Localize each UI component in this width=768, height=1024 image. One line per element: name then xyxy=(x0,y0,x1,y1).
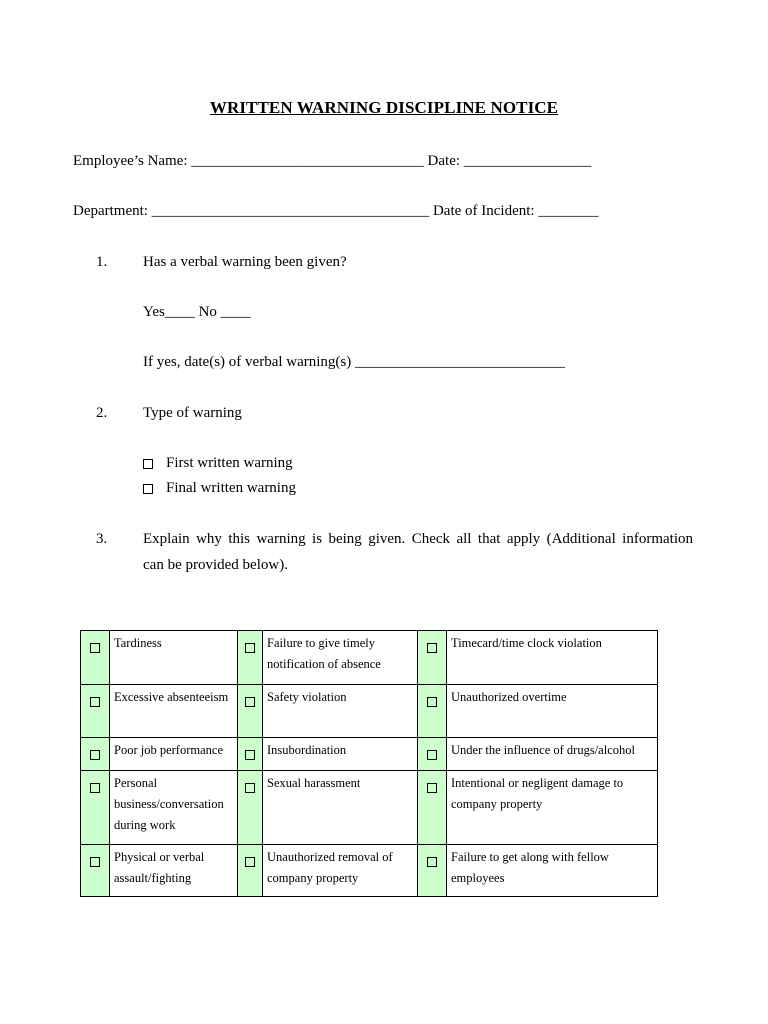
table-row xyxy=(81,845,658,897)
checkbox-icon[interactable] xyxy=(90,783,100,793)
q2-question: Type of warning xyxy=(143,405,242,421)
checkbox-cell[interactable] xyxy=(418,685,447,738)
checkbox-cell[interactable] xyxy=(81,685,110,738)
verbal-warning-yes-no[interactable]: Yes____ No ____ xyxy=(143,304,251,320)
reason-unauthorized-removal: Unauthorized removal of company property xyxy=(263,845,418,897)
reason-assault-fighting: Physical or verbal assault/fighting xyxy=(110,845,238,897)
checkbox-icon[interactable] xyxy=(245,750,255,760)
checkbox-icon[interactable] xyxy=(427,783,437,793)
employee-name-date-line[interactable]: Employee’s Name: _______________________________ Date: _________________ xyxy=(73,153,592,169)
reason-personal-business: Personal business/conversation during work xyxy=(110,771,238,845)
checkbox-icon[interactable] xyxy=(143,459,153,469)
q3-question-line2: can be provided below). xyxy=(143,557,288,573)
checkbox-icon[interactable] xyxy=(143,484,153,494)
q1-question: Has a verbal warning been given? xyxy=(143,254,347,270)
checkbox-icon[interactable] xyxy=(245,643,255,653)
checkbox-cell[interactable] xyxy=(238,845,263,897)
checkbox-icon[interactable] xyxy=(245,697,255,707)
reason-conflict-with-employees: Failure to get along with fellow employees xyxy=(447,845,658,897)
checkbox-cell[interactable] xyxy=(418,631,447,685)
table-row xyxy=(81,738,658,771)
reason-poor-performance: Poor job performance xyxy=(110,738,238,771)
reason-failure-to-notify-absence: Failure to give timely notification of absence xyxy=(263,631,418,685)
reason-under-influence: Under the influence of drugs/alcohol xyxy=(447,738,658,771)
reason-property-damage: Intentional or negligent damage to company property xyxy=(447,771,658,845)
reason-safety-violation: Safety violation xyxy=(263,685,418,738)
checkbox-icon[interactable] xyxy=(427,643,437,653)
checkbox-cell[interactable] xyxy=(238,771,263,845)
q1-number: 1. xyxy=(96,254,108,270)
checkbox-cell[interactable] xyxy=(81,631,110,685)
checkbox-icon[interactable] xyxy=(245,857,255,867)
option-label: Final written warning xyxy=(166,480,296,496)
reason-excessive-absenteeism: Excessive absenteeism xyxy=(110,685,238,738)
checkbox-cell[interactable] xyxy=(418,738,447,771)
checkbox-cell[interactable] xyxy=(81,845,110,897)
q3-question-line1: Explain why this warning is being given. Check all that apply (Additional information xyxy=(143,531,693,547)
reason-unauthorized-overtime: Unauthorized overtime xyxy=(447,685,658,738)
checkbox-icon[interactable] xyxy=(427,857,437,867)
checkbox-icon[interactable] xyxy=(90,750,100,760)
checkbox-cell[interactable] xyxy=(418,845,447,897)
checkbox-icon[interactable] xyxy=(427,750,437,760)
option-label: First written warning xyxy=(166,455,293,471)
department-incident-line[interactable]: Department: _____________________________________ Date of Incident: ________ xyxy=(73,203,599,219)
checkbox-icon[interactable] xyxy=(427,697,437,707)
reason-sexual-harassment: Sexual harassment xyxy=(263,771,418,845)
checkbox-cell[interactable] xyxy=(238,631,263,685)
reason-tardiness: Tardiness xyxy=(110,631,238,685)
reasons-table xyxy=(80,630,658,897)
checkbox-cell[interactable] xyxy=(238,685,263,738)
checkbox-icon[interactable] xyxy=(90,643,100,653)
q2-number: 2. xyxy=(96,405,108,421)
checkbox-cell[interactable] xyxy=(238,738,263,771)
verbal-warning-dates-line[interactable]: If yes, date(s) of verbal warning(s) ____________________________ xyxy=(143,354,565,370)
checkbox-icon[interactable] xyxy=(90,857,100,867)
table-row xyxy=(81,631,658,685)
reason-insubordination: Insubordination xyxy=(263,738,418,771)
checkbox-icon[interactable] xyxy=(90,697,100,707)
reason-timecard-violation: Timecard/time clock violation xyxy=(447,631,658,685)
checkbox-cell[interactable] xyxy=(81,771,110,845)
checkbox-cell[interactable] xyxy=(81,738,110,771)
checkbox-icon[interactable] xyxy=(245,783,255,793)
table-row xyxy=(81,685,658,738)
table-row xyxy=(81,771,658,845)
checkbox-cell[interactable] xyxy=(418,771,447,845)
document-title: WRITTEN WARNING DISCIPLINE NOTICE xyxy=(209,98,559,117)
q3-number: 3. xyxy=(96,531,108,547)
